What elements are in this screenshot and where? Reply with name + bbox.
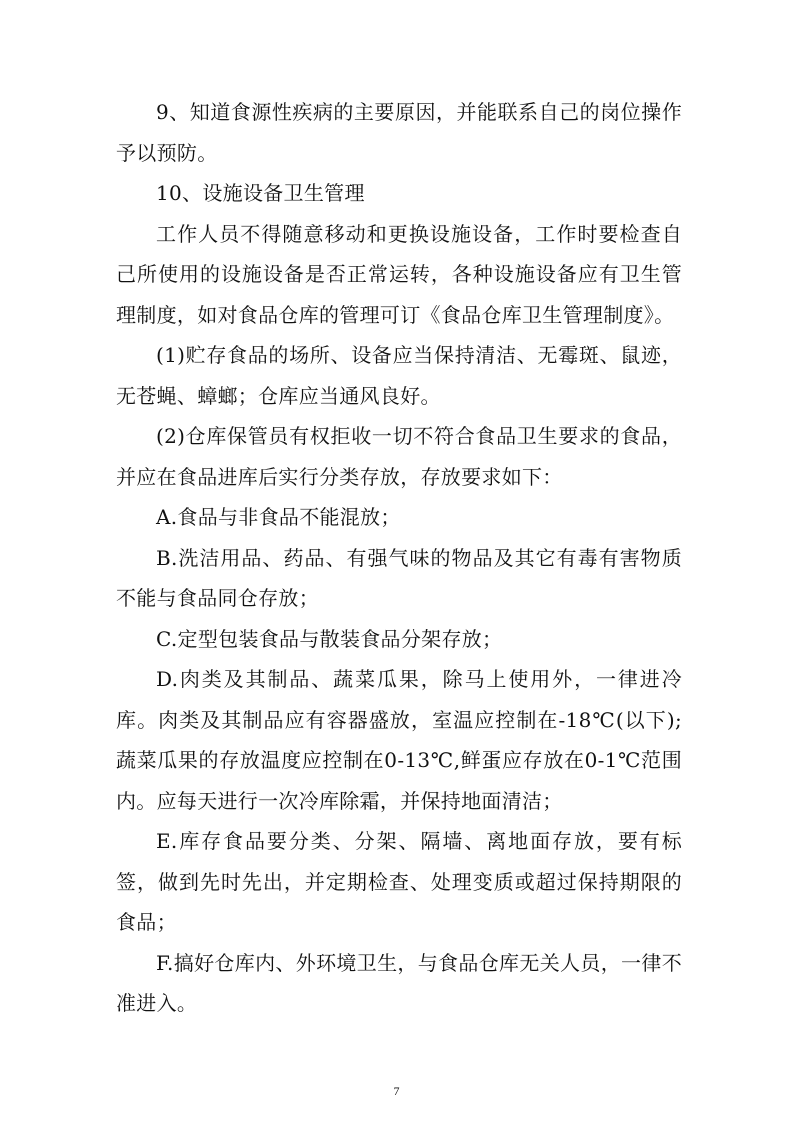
list-item-c: C.定型包装食品与散装食品分架存放； bbox=[156, 626, 503, 651]
paragraph-storage-cleanliness: (1)贮存食品的场所、设备应当保持清洁、无霉斑、鼠迹，无苍蝇、蟑螂；仓库应当通风良好。 bbox=[116, 343, 682, 408]
section-heading-facility-hygiene: 10、设施设备卫生管理 bbox=[156, 181, 365, 205]
list-item-d: D.肉类及其制品、蔬菜瓜果，除马上使用外，一律进冷库。肉类及其制品应有容器盛放，室温应控制在-18℃(以下);蔬菜瓜果的存放温度应控制在0-13℃,鲜蛋应存放在0-1℃范围内。应每天进行一次冷库除霜，并保持地面清洁； bbox=[116, 667, 682, 813]
paragraph-storage-requirements: (2)仓库保管员有权拒收一切不符合食品卫生要求的食品，并应在食品进库后实行分类存放，存放要求如下： bbox=[116, 424, 682, 489]
list-item-e: E.库存食品要分类、分架、隔墙、离地面存放，要有标签，做到先时先出，并定期检查、处理变质或超过保持期限的食品； bbox=[116, 829, 682, 934]
paragraph-item-9: 9、知道食源性疾病的主要原因，并能联系自己的岗位操作予以预防。 bbox=[116, 100, 682, 165]
page-number: 7 bbox=[393, 1084, 400, 1098]
list-item-b: B.洗洁用品、药品、有强气味的物品及其它有毒有害物质不能与食品同仓存放； bbox=[116, 545, 682, 610]
paragraph-facility-rules: 工作人员不得随意移动和更换设施设备，工作时要检查自己所使用的设施设备是否正常运转，各种设施设备应有卫生管理制度，如对食品仓库的管理可订《食品仓库卫生管理制度》。 bbox=[116, 221, 682, 327]
list-item-a: A.食品与非食品不能混放； bbox=[156, 505, 401, 529]
body-text bbox=[116, 92, 682, 1024]
list-item-f: F.搞好仓库内、外环境卫生，与食品仓库无关人员，一律不准进入。 bbox=[116, 950, 682, 1015]
